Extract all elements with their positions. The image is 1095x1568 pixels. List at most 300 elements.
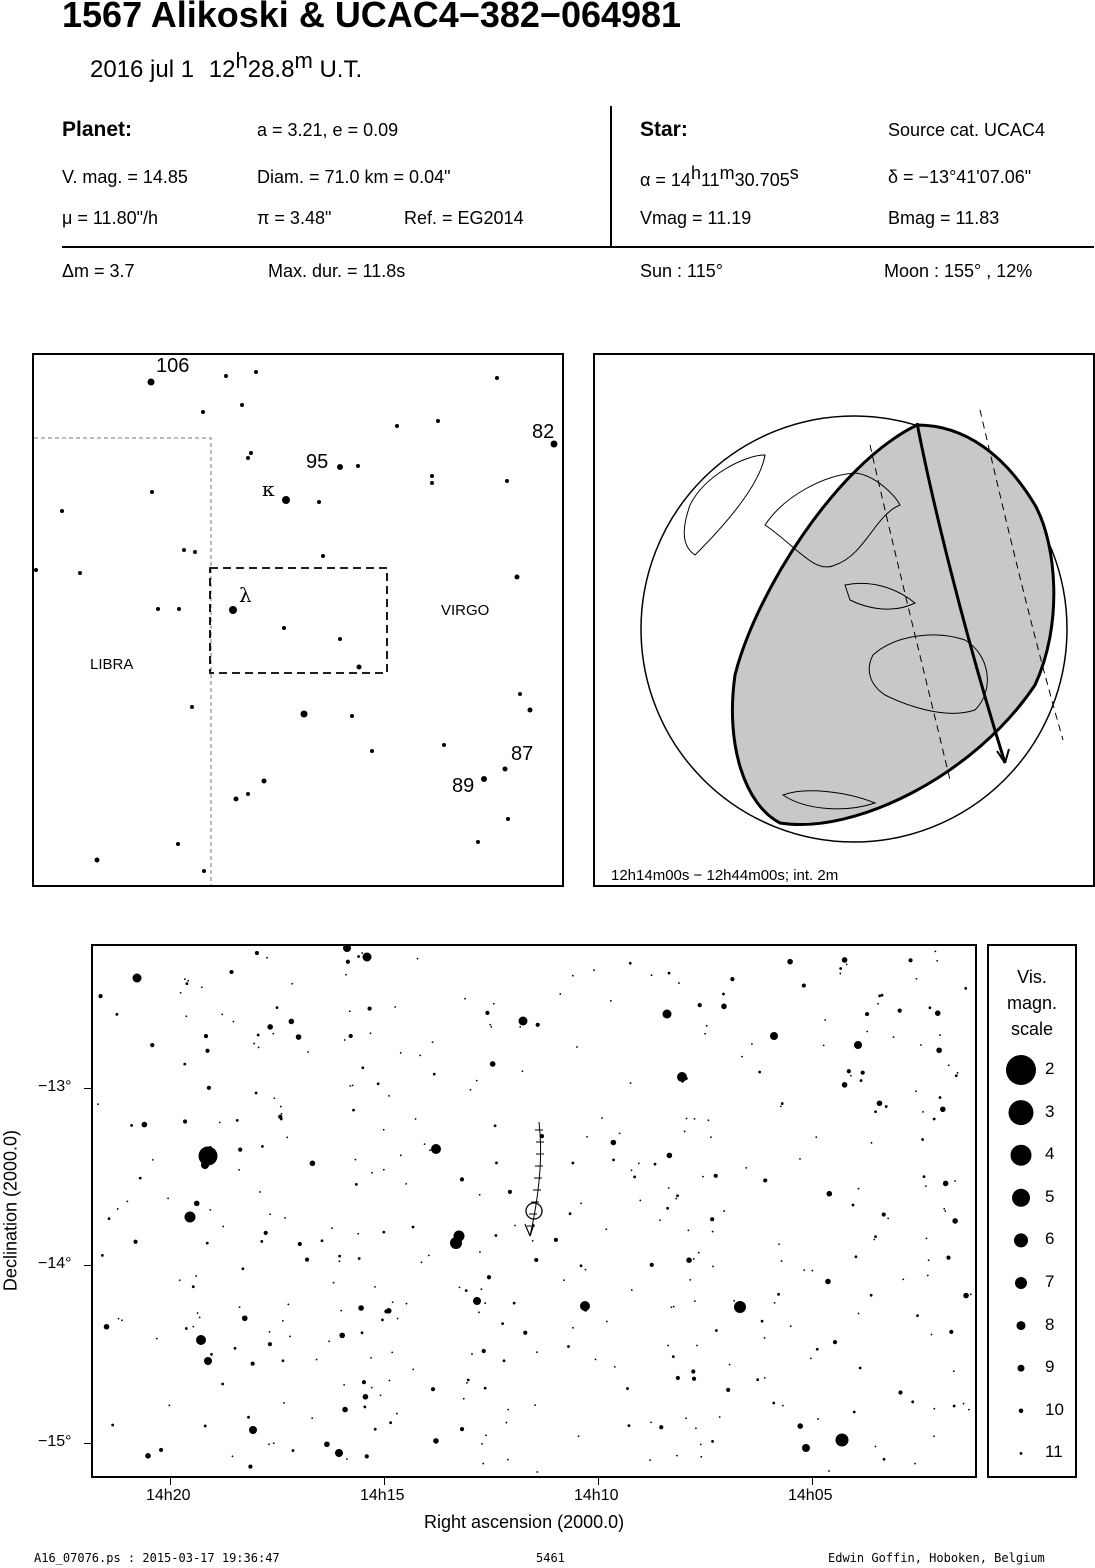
scale-label: 9 bbox=[1045, 1357, 1055, 1377]
background-star bbox=[328, 1340, 330, 1342]
background-star bbox=[232, 1455, 234, 1457]
finder-star-field bbox=[34, 355, 562, 885]
background-star bbox=[922, 1111, 924, 1113]
background-star bbox=[721, 1004, 727, 1010]
background-star bbox=[167, 1197, 169, 1199]
background-star bbox=[853, 1411, 856, 1414]
background-star bbox=[346, 960, 350, 964]
background-star bbox=[479, 1251, 481, 1253]
background-star bbox=[756, 1378, 759, 1381]
background-star bbox=[936, 1047, 942, 1053]
background-star bbox=[183, 1063, 186, 1066]
background-star bbox=[902, 1278, 904, 1280]
finder-star bbox=[442, 743, 446, 747]
background-star bbox=[339, 1333, 345, 1339]
background-star bbox=[363, 1406, 366, 1409]
background-star bbox=[233, 1021, 235, 1023]
background-star bbox=[726, 1388, 730, 1392]
planet-parallax: π = 3.48" bbox=[257, 208, 332, 228]
detail-region-box bbox=[210, 568, 387, 673]
finder-star bbox=[370, 749, 374, 753]
background-star bbox=[943, 1181, 949, 1187]
background-star bbox=[392, 1301, 394, 1303]
background-star bbox=[192, 1285, 195, 1288]
finder-chart bbox=[32, 353, 564, 887]
background-star bbox=[659, 1219, 661, 1221]
xtick-label: 14h10 bbox=[574, 1487, 619, 1504]
max-duration: Max. dur. = 11.8s bbox=[268, 261, 406, 281]
background-star bbox=[264, 1231, 268, 1235]
background-star bbox=[258, 1047, 260, 1049]
background-star bbox=[611, 1140, 617, 1146]
event-hour: 12 bbox=[208, 56, 236, 83]
background-star bbox=[286, 1136, 288, 1138]
background-star bbox=[382, 1231, 385, 1234]
background-star bbox=[204, 1034, 208, 1038]
finder-star bbox=[224, 374, 228, 378]
x-axis-title: Right ascension (2000.0) bbox=[424, 1512, 625, 1532]
globe-svg bbox=[595, 355, 1093, 885]
background-star bbox=[205, 1049, 209, 1053]
scale-label: 11 bbox=[1045, 1442, 1063, 1462]
background-star bbox=[194, 1201, 200, 1207]
background-star bbox=[571, 1162, 574, 1165]
detail-chart bbox=[91, 944, 977, 1478]
magnitude-scale-legend bbox=[987, 944, 1077, 1478]
background-star bbox=[344, 1039, 346, 1041]
background-star bbox=[466, 1382, 468, 1384]
finder-star bbox=[476, 840, 480, 844]
background-star bbox=[185, 1015, 187, 1017]
background-star bbox=[925, 1185, 927, 1187]
background-star bbox=[870, 1294, 873, 1297]
background-star bbox=[563, 1279, 565, 1281]
background-star bbox=[108, 1217, 111, 1220]
background-star bbox=[782, 1405, 784, 1407]
background-star bbox=[650, 1263, 654, 1267]
background-star bbox=[505, 1422, 507, 1424]
background-star bbox=[247, 1416, 250, 1419]
star-heading: Star: bbox=[640, 118, 688, 141]
background-star bbox=[605, 1228, 607, 1230]
background-star bbox=[261, 1145, 264, 1148]
planet-diameter: Diam. = 71.0 km = 0.04" bbox=[257, 167, 451, 187]
scale-dot bbox=[1017, 1321, 1026, 1330]
background-star bbox=[692, 1377, 696, 1381]
background-star bbox=[707, 1119, 709, 1121]
background-star bbox=[908, 958, 912, 962]
background-star bbox=[307, 1051, 309, 1053]
background-star bbox=[355, 1159, 357, 1161]
background-star bbox=[874, 1235, 877, 1238]
background-star bbox=[467, 1379, 470, 1382]
background-star bbox=[460, 1177, 464, 1181]
background-star bbox=[267, 1024, 273, 1030]
background-star bbox=[828, 1470, 830, 1472]
background-star bbox=[934, 950, 936, 952]
background-star bbox=[432, 1041, 434, 1043]
background-star bbox=[383, 1169, 385, 1171]
star-label-89: 89 bbox=[452, 775, 475, 797]
background-star bbox=[861, 1071, 865, 1075]
background-star bbox=[485, 1011, 489, 1015]
finder-star bbox=[182, 548, 186, 552]
bright-star bbox=[663, 1010, 672, 1019]
background-star bbox=[601, 1117, 603, 1119]
background-star bbox=[374, 1286, 376, 1288]
background-star bbox=[673, 1306, 675, 1308]
background-star bbox=[763, 1178, 767, 1182]
background-star bbox=[221, 1383, 224, 1386]
bright-star bbox=[249, 1426, 257, 1434]
background-star bbox=[797, 1423, 803, 1429]
background-star bbox=[693, 1258, 695, 1260]
background-star bbox=[209, 1209, 211, 1211]
background-star bbox=[651, 974, 653, 976]
finder-star bbox=[78, 571, 82, 575]
background-star bbox=[238, 1169, 240, 1171]
bright-star bbox=[734, 1301, 746, 1313]
background-star bbox=[638, 1162, 640, 1164]
background-star bbox=[219, 1122, 221, 1124]
background-star bbox=[963, 1293, 969, 1299]
page-title: 1567 Alikoski & UCAC4−382−064981 bbox=[62, 0, 682, 35]
finder-star bbox=[176, 842, 180, 846]
finder-star bbox=[156, 607, 160, 611]
background-star bbox=[874, 1110, 877, 1113]
background-star bbox=[559, 993, 561, 995]
background-star bbox=[197, 1312, 199, 1314]
finder-star bbox=[229, 606, 237, 614]
ytick-label: −15° bbox=[38, 1433, 72, 1450]
background-star bbox=[676, 1376, 680, 1380]
background-star bbox=[495, 1161, 498, 1164]
background-star bbox=[507, 1409, 509, 1411]
background-star bbox=[706, 1025, 708, 1027]
background-star bbox=[686, 1257, 692, 1263]
background-star bbox=[858, 1188, 860, 1190]
background-star bbox=[192, 1326, 194, 1328]
star-alpha bbox=[640, 163, 799, 191]
background-star bbox=[185, 1327, 188, 1330]
background-star bbox=[343, 1384, 345, 1386]
background-star bbox=[968, 1409, 970, 1411]
bright-star bbox=[363, 953, 372, 962]
background-star bbox=[485, 1434, 487, 1436]
xtick-label: 14h15 bbox=[360, 1487, 405, 1504]
background-star bbox=[388, 1095, 390, 1097]
background-star bbox=[268, 1342, 272, 1346]
background-star bbox=[923, 1175, 926, 1178]
background-star bbox=[631, 1289, 633, 1291]
bright-star bbox=[580, 1301, 590, 1311]
alpha-m-unit: m bbox=[719, 163, 735, 183]
background-star bbox=[377, 1082, 380, 1085]
background-star bbox=[370, 1357, 372, 1359]
background-star bbox=[111, 1424, 114, 1427]
background-star bbox=[790, 1325, 792, 1327]
background-star bbox=[686, 1118, 688, 1120]
finder-star bbox=[202, 869, 206, 873]
background-star bbox=[201, 986, 203, 988]
background-star bbox=[540, 1134, 544, 1138]
background-star bbox=[781, 1102, 784, 1105]
background-star bbox=[710, 1217, 714, 1221]
footer-author: Edwin Goffin, Hoboken, Belgium bbox=[828, 1551, 1045, 1565]
background-star bbox=[915, 1090, 917, 1092]
background-star bbox=[494, 1124, 497, 1127]
background-star bbox=[98, 994, 102, 998]
alpha-minutes: 11 bbox=[700, 170, 720, 190]
finder-star bbox=[234, 797, 239, 802]
planet-vmag: V. mag. = 14.85 bbox=[62, 167, 188, 187]
background-star bbox=[860, 1079, 863, 1082]
background-star bbox=[687, 1229, 689, 1231]
background-star bbox=[180, 992, 182, 994]
background-star bbox=[255, 1092, 258, 1095]
bright-star bbox=[431, 1144, 441, 1154]
background-star bbox=[362, 1380, 366, 1384]
background-star bbox=[463, 1398, 465, 1400]
background-star bbox=[931, 1334, 933, 1336]
background-star bbox=[695, 1427, 697, 1429]
background-star bbox=[536, 1023, 540, 1027]
background-star bbox=[676, 1194, 679, 1197]
background-star bbox=[363, 1394, 369, 1400]
background-star bbox=[471, 1353, 473, 1355]
background-star bbox=[666, 1207, 669, 1210]
background-star bbox=[282, 1359, 285, 1362]
background-star bbox=[878, 994, 881, 997]
background-star bbox=[852, 1204, 855, 1207]
background-star bbox=[370, 1032, 372, 1034]
sun-elongation: Sun : 115° bbox=[640, 261, 723, 281]
finder-star bbox=[481, 776, 487, 782]
star-label-82: 82 bbox=[532, 421, 555, 443]
finder-star bbox=[395, 424, 399, 428]
background-star bbox=[150, 1043, 154, 1047]
table-divider-vertical bbox=[610, 106, 612, 248]
star-bmag: Bmag = 11.83 bbox=[888, 208, 1000, 228]
finder-star bbox=[356, 464, 360, 468]
background-star bbox=[184, 978, 186, 980]
background-star bbox=[298, 1242, 302, 1246]
background-star bbox=[710, 1136, 712, 1138]
y-axis-title: Declination (2000.0) bbox=[0, 1129, 21, 1292]
background-star bbox=[631, 1169, 633, 1171]
finder-star bbox=[436, 419, 440, 423]
background-star bbox=[121, 1319, 123, 1321]
background-star bbox=[405, 1183, 407, 1185]
scale-dot bbox=[1018, 1365, 1025, 1372]
background-star bbox=[145, 1453, 151, 1459]
background-star bbox=[490, 1061, 496, 1067]
background-star bbox=[711, 1440, 714, 1443]
planet-motion: μ = 11.80"/h bbox=[62, 208, 158, 228]
background-star bbox=[259, 1191, 261, 1193]
background-star bbox=[116, 1013, 119, 1016]
background-star bbox=[957, 1072, 959, 1074]
scale-label: 3 bbox=[1045, 1101, 1055, 1121]
event-minute: 28.8 bbox=[247, 56, 295, 83]
background-star bbox=[481, 1443, 483, 1445]
background-star bbox=[698, 1252, 700, 1254]
finder-star bbox=[338, 637, 342, 641]
background-star bbox=[280, 1106, 282, 1108]
scale-label: 5 bbox=[1045, 1186, 1055, 1206]
background-star bbox=[338, 1255, 341, 1258]
alpha-h-unit: h bbox=[690, 163, 701, 183]
background-star bbox=[324, 1441, 330, 1447]
background-star bbox=[355, 1183, 358, 1186]
background-star bbox=[305, 1258, 309, 1262]
background-star bbox=[778, 1243, 780, 1245]
bright-star bbox=[802, 1444, 810, 1452]
planet-reference: Ref. = EG2014 bbox=[404, 208, 524, 228]
scale-dot bbox=[1020, 1452, 1023, 1455]
scale-label: 6 bbox=[1045, 1229, 1055, 1249]
background-star bbox=[417, 958, 419, 960]
background-star bbox=[179, 1279, 181, 1281]
background-star bbox=[507, 1459, 509, 1461]
finder-star bbox=[201, 410, 205, 414]
alpha-seconds: 30.705 bbox=[734, 170, 790, 190]
background-star bbox=[626, 1387, 629, 1390]
background-star bbox=[536, 1471, 538, 1473]
background-star bbox=[751, 1043, 753, 1045]
background-star bbox=[130, 1124, 133, 1127]
background-star bbox=[702, 1176, 704, 1178]
finder-star bbox=[357, 665, 362, 670]
background-star bbox=[940, 1106, 946, 1112]
background-star bbox=[610, 1000, 612, 1002]
background-star bbox=[273, 1097, 275, 1099]
time-suffix: U.T. bbox=[319, 56, 363, 83]
background-star bbox=[476, 1080, 478, 1082]
background-star bbox=[257, 1034, 260, 1037]
background-star bbox=[532, 1240, 534, 1242]
scale-label: 2 bbox=[1045, 1059, 1055, 1078]
background-star bbox=[572, 975, 574, 977]
background-star bbox=[916, 978, 918, 980]
star-delta: δ = −13°41'07.06" bbox=[888, 167, 1032, 187]
background-star bbox=[429, 1149, 431, 1151]
finder-star bbox=[317, 500, 321, 504]
background-star bbox=[484, 1387, 487, 1390]
background-star bbox=[678, 982, 680, 984]
finder-star bbox=[506, 817, 510, 821]
scale-title-line: Vis. bbox=[1017, 967, 1047, 987]
star-label-kappa: κ bbox=[262, 477, 275, 501]
finder-star bbox=[321, 554, 325, 558]
background-star bbox=[331, 1227, 333, 1229]
finder-star bbox=[282, 496, 290, 504]
background-star bbox=[346, 1458, 348, 1460]
background-star bbox=[614, 1366, 616, 1368]
background-star bbox=[428, 1255, 430, 1257]
background-star bbox=[152, 1159, 154, 1161]
background-star bbox=[839, 973, 841, 975]
footer-file: A16_07076.ps : 2015-03-17 19:36:47 bbox=[34, 1551, 280, 1565]
finder-star bbox=[246, 456, 250, 460]
background-star bbox=[944, 1210, 946, 1212]
background-star bbox=[670, 1306, 672, 1308]
background-star bbox=[342, 1407, 348, 1413]
background-star bbox=[893, 1036, 895, 1038]
background-star bbox=[361, 952, 363, 954]
ytick-label: −13° bbox=[38, 1078, 72, 1095]
background-star bbox=[513, 1302, 516, 1305]
background-star bbox=[698, 1003, 702, 1007]
background-star bbox=[311, 1417, 313, 1419]
background-star bbox=[253, 1043, 255, 1045]
background-star bbox=[586, 1136, 588, 1138]
background-star bbox=[118, 1318, 120, 1320]
background-star bbox=[839, 967, 842, 970]
background-star bbox=[234, 1347, 237, 1350]
background-star bbox=[933, 1118, 936, 1121]
background-star bbox=[576, 1046, 578, 1048]
background-star bbox=[371, 1172, 373, 1174]
background-star bbox=[745, 1167, 747, 1169]
background-star bbox=[316, 1359, 318, 1361]
background-star bbox=[668, 1187, 670, 1189]
bright-star bbox=[204, 1357, 212, 1365]
background-star bbox=[846, 964, 848, 966]
star-label-lambda: λ bbox=[239, 583, 252, 607]
background-star bbox=[238, 1148, 242, 1152]
background-star bbox=[349, 1034, 353, 1038]
background-star bbox=[715, 1329, 718, 1332]
background-star bbox=[675, 1198, 677, 1200]
finder-star bbox=[430, 481, 434, 485]
background-star bbox=[269, 1213, 271, 1215]
scale-label: 4 bbox=[1045, 1144, 1055, 1164]
bright-star bbox=[770, 1032, 778, 1040]
background-star bbox=[935, 1010, 941, 1016]
minute-unit: m bbox=[294, 48, 313, 73]
background-star bbox=[361, 1331, 364, 1334]
background-star bbox=[519, 1026, 521, 1028]
background-star bbox=[358, 1305, 364, 1311]
background-star bbox=[729, 1364, 731, 1366]
background-star bbox=[406, 1303, 408, 1305]
background-star bbox=[780, 1106, 782, 1108]
finder-star bbox=[95, 858, 100, 863]
scale-label: 8 bbox=[1045, 1314, 1055, 1334]
background-star bbox=[282, 1320, 284, 1322]
background-star bbox=[501, 1322, 504, 1325]
alpha-prefix: α = 14 bbox=[640, 170, 691, 190]
background-star bbox=[534, 1258, 538, 1262]
finder-star bbox=[150, 490, 154, 494]
background-star bbox=[943, 1208, 945, 1210]
background-star bbox=[948, 1064, 950, 1066]
background-star bbox=[824, 1019, 826, 1021]
background-star bbox=[248, 1465, 252, 1469]
background-star bbox=[310, 1161, 316, 1167]
background-star bbox=[508, 1190, 512, 1194]
background-star bbox=[929, 1006, 932, 1009]
background-star bbox=[117, 1208, 119, 1210]
background-star bbox=[882, 1212, 886, 1216]
finder-star bbox=[34, 568, 38, 572]
background-star bbox=[321, 1239, 324, 1242]
bright-star bbox=[201, 1161, 209, 1169]
background-star bbox=[633, 1176, 636, 1179]
background-star bbox=[649, 1459, 651, 1461]
scale-dot bbox=[1015, 1277, 1027, 1289]
